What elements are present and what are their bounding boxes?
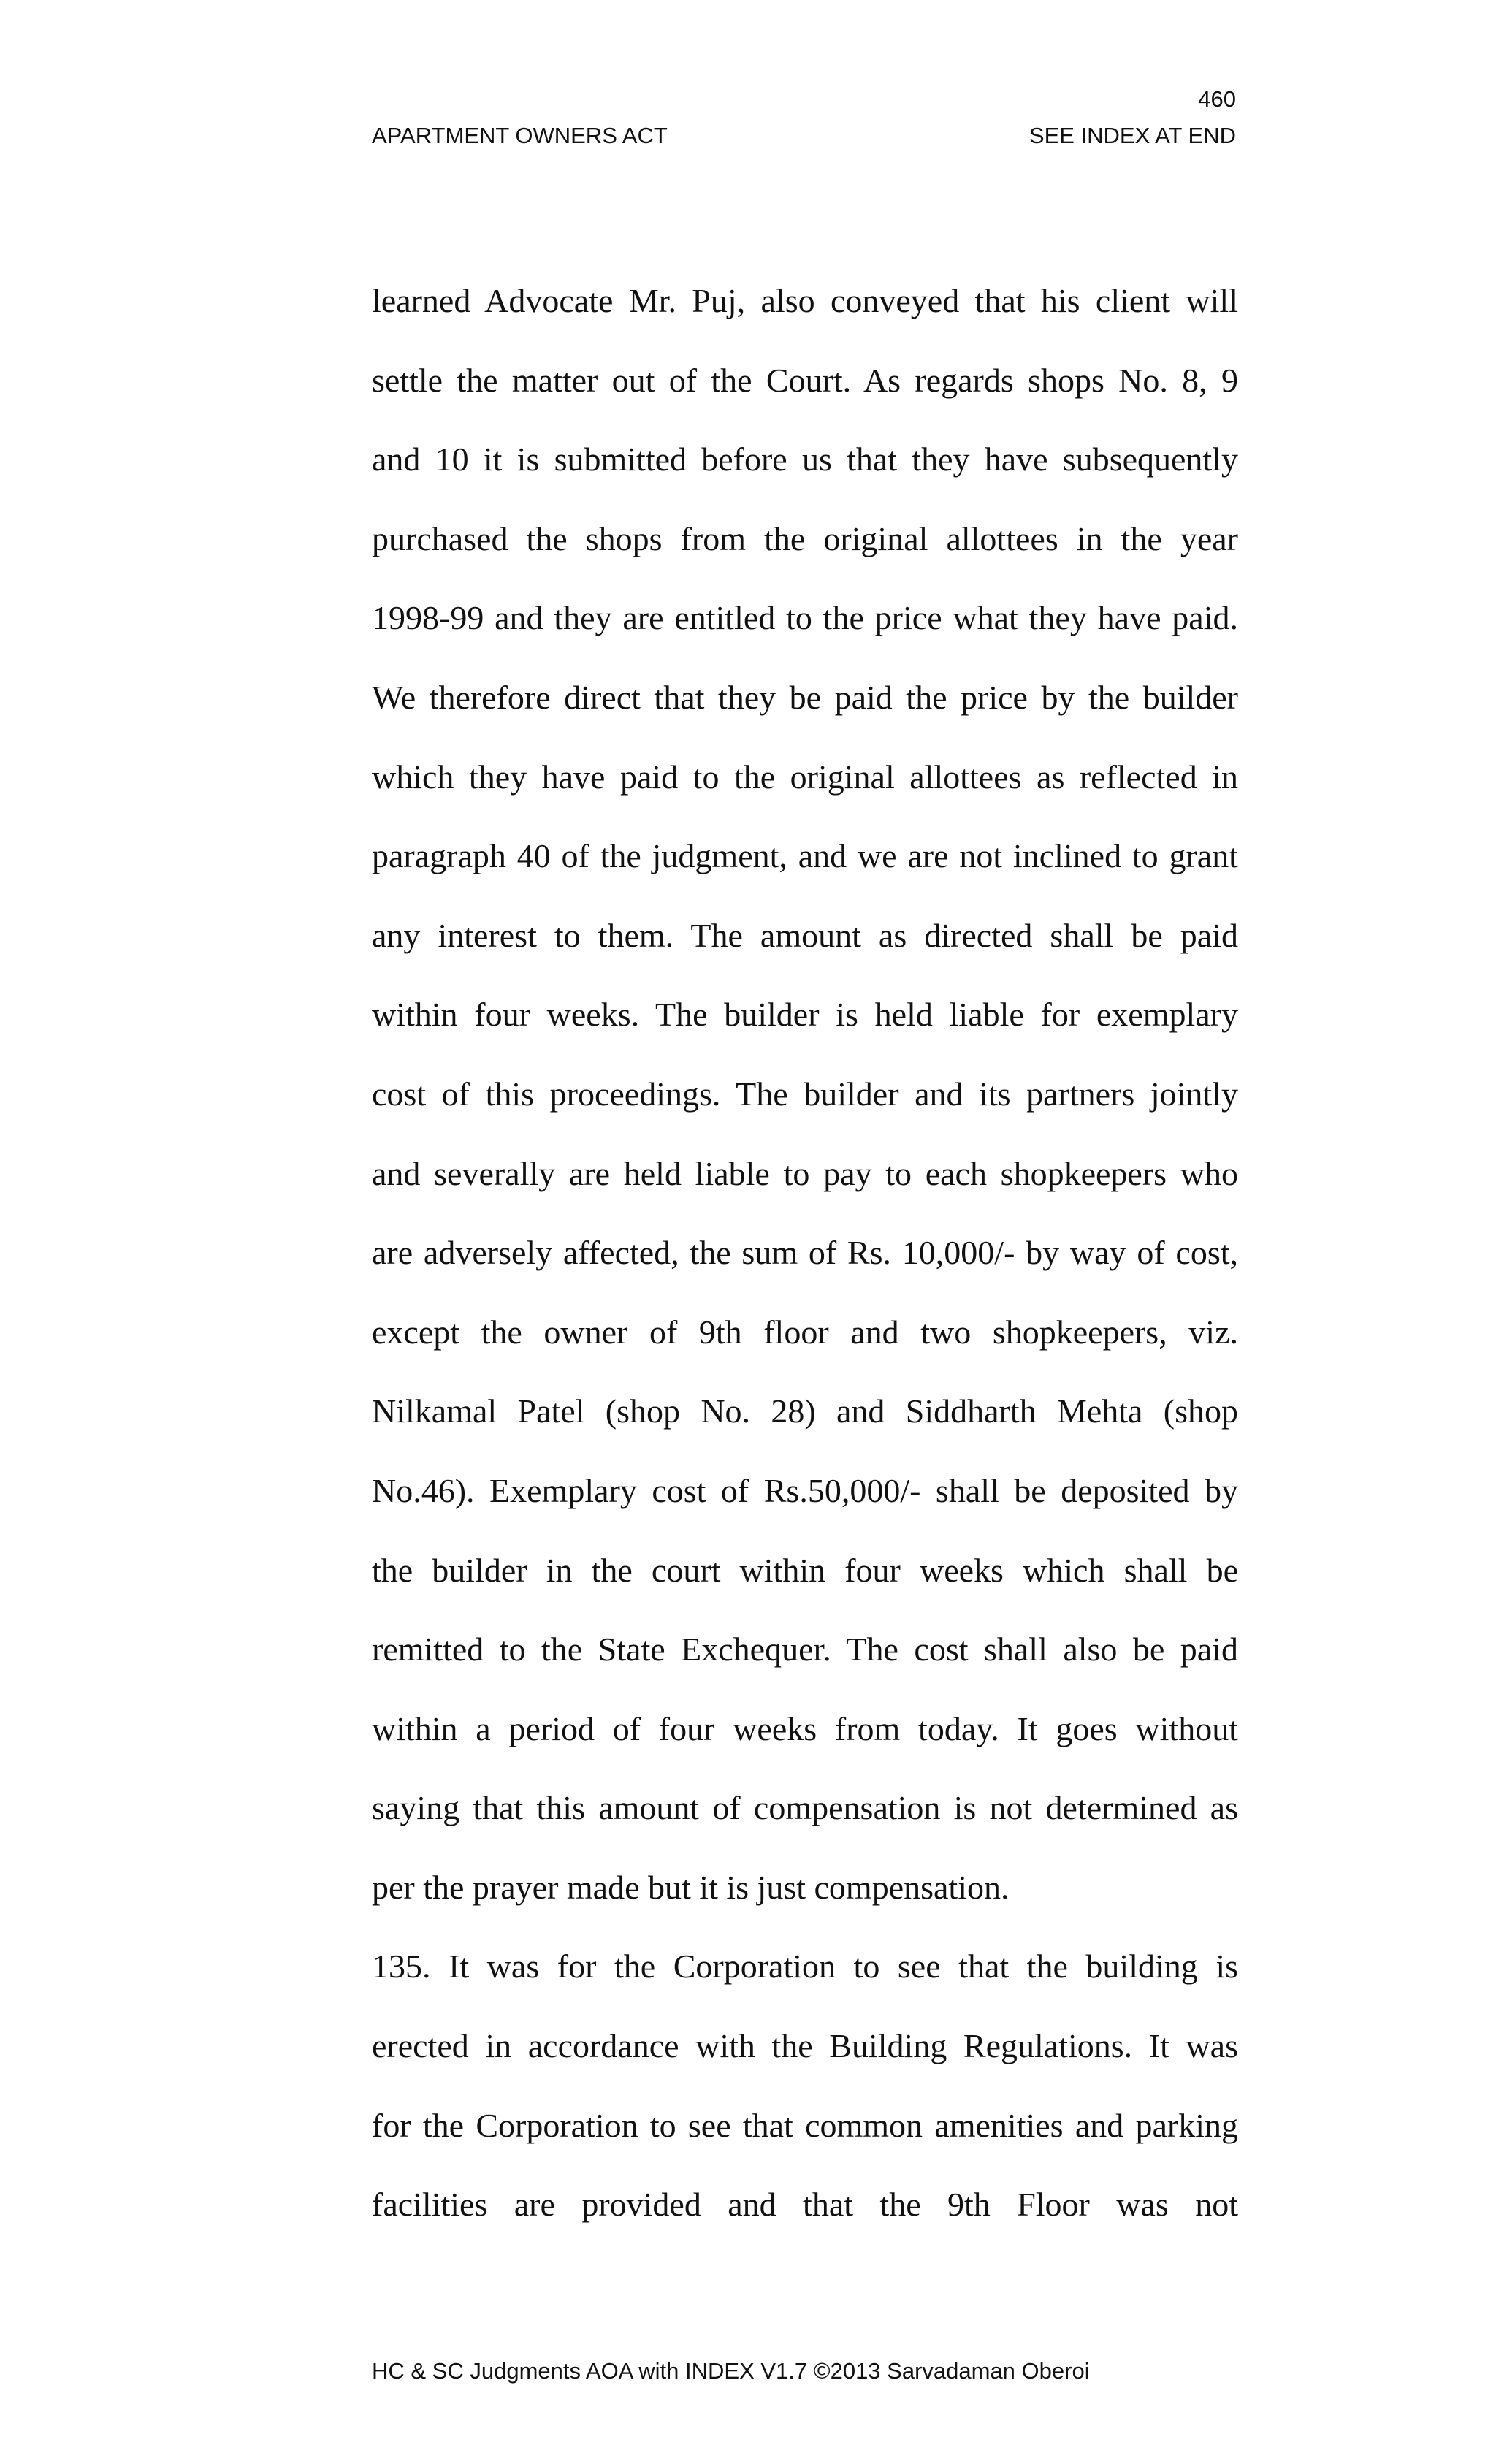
text-line: learned Advocate Mr. Puj, also conveyed that his client will [372,282,1238,319]
text-line: 1998-99 and they are entitled to the price what they have paid. [372,599,1238,637]
text-line: No.46). Exemplary cost of Rs.50,000/- shall be deposited by [372,1471,1238,1509]
text-line: remitted to the State Exchequer. The cost shall also be paid [372,1630,1238,1668]
text-line: for the Corporation to see that common amenities and parking [372,2106,1238,2144]
text-line: within four weeks. The builder is held liable for exemplary [372,996,1238,1034]
paragraph-135-line: 135. It was for the Corporation to see that the building is [372,1948,1238,1986]
text-line: facilities are provided and that the 9th Floor was not [372,2186,1238,2224]
page-footer: HC & SC Judgments AOA with INDEX V1.7 ©2013 Sarvadaman Oberoi [372,2358,1090,2384]
text-line: settle the matter out of the Court. As regards shops No. 8, 9 [372,361,1238,399]
text-line: within a period of four weeks from today. It goes without [372,1709,1238,1747]
text-line: any interest to them. The amount as directed shall be paid [372,916,1238,954]
text-line: which they have paid to the original allottees as reflected in [372,758,1238,796]
text-line: paragraph 40 of the judgment, and we are not inclined to grant [372,837,1238,875]
text-line: erected in accordance with the Building Regulations. It was [372,2027,1238,2065]
text-line: cost of this proceedings. The builder and its partners jointly [372,1075,1238,1113]
text-line: and 10 it is submitted before us that they have subsequently [372,440,1238,478]
text-line: except the owner of 9th floor and two shopkeepers, viz. [372,1313,1238,1351]
text-line: purchased the shops from the original allottees in the year [372,519,1238,557]
text-line: saying that this amount of compensation is not determined as [372,1789,1238,1827]
text-line: the builder in the court within four weeks which shall be [372,1551,1238,1589]
running-header-title: APARTMENT OWNERS ACT [372,123,668,148]
page-number: 460 [1198,86,1236,112]
judgment-text [372,262,1238,2245]
text-line: per the prayer made but it is just compensation. [372,1868,1010,1906]
running-header-index-note: SEE INDEX AT END [1028,123,1236,148]
text-line: are adversely affected, the sum of Rs. 10,000/- by way of cost, [372,1234,1238,1272]
text-line: Nilkamal Patel (shop No. 28) and Siddharth Mehta (shop [372,1392,1238,1430]
text-line: and severally are held liable to pay to each shopkeepers who [372,1154,1238,1192]
text-line: We therefore direct that they be paid the price by the builder [372,678,1238,716]
